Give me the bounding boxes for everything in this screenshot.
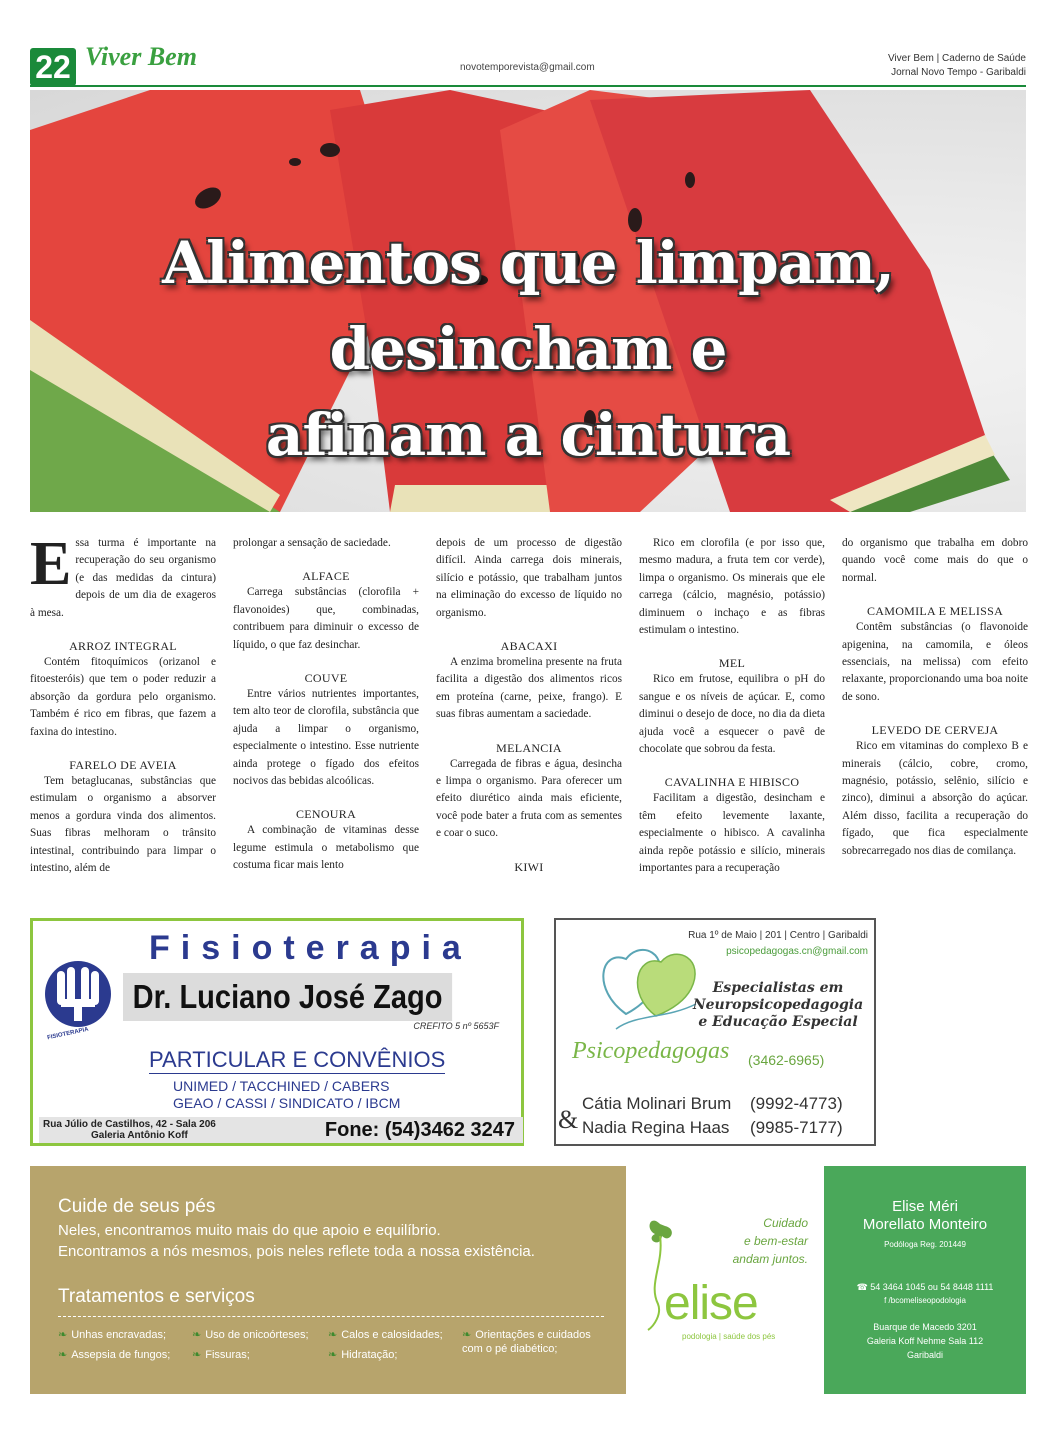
professional-phone-1: (9992-4773) — [750, 1094, 843, 1113]
professional-name-1: Cátia Molinari Brum — [582, 1094, 732, 1113]
column-2 — [233, 535, 419, 875]
slogan-line-2: e bem-estar — [743, 1234, 808, 1248]
address-line-2: Galeria Koff Nehme Sala 112 — [866, 1336, 984, 1346]
subhead-camomila: CAMOMILA E MELISSA — [866, 604, 1004, 619]
drop-cap: E — [30, 530, 72, 598]
paragraph-cavalinha: Facilitam a digestão, desincham e têm efeito levemente laxante, especialmente o hibisco. A cavalinha ainda repõe potássio e silício, minerais importantes para a recuperação — [639, 792, 825, 875]
subhead-couve: COUVE — [304, 671, 348, 686]
page-number: 22 — [30, 48, 76, 86]
paragraph-cenoura: A combinação de vitaminas desse legume estimula o metabolismo que costuma ficar mais lento — [233, 824, 419, 872]
brand-wordmark: elise — [664, 1277, 758, 1330]
phone-number: Fone: (54)3462 3247 — [324, 1119, 515, 1141]
subhead-cavalinha: CAVALINHA E HIBISCO — [664, 775, 800, 790]
subhead-mel: MEL — [718, 656, 746, 671]
convenios-line-1: UNIMED / TACCHINED / CABERS — [173, 1078, 390, 1094]
fisioterapia-logo-icon — [43, 959, 113, 1029]
slogan-line-3: andam juntos. — [732, 1252, 808, 1266]
subhead-abacaxi: ABACAXI — [500, 639, 558, 654]
newspaper-name: Jornal Novo Tempo - Garibaldi — [891, 67, 1026, 78]
brand-subtitle: podologia | saúde dos pés — [682, 1332, 776, 1341]
email: psicopedagogas.cn@gmail.com — [726, 946, 868, 957]
subhead-levedo: LEVEDO DE CERVEJA — [871, 723, 999, 738]
service-item: ❧ Orientações e cuidados com o pé diabético; — [462, 1328, 612, 1356]
service-item: ❧ Fissuras; — [192, 1348, 250, 1362]
panel-title: Cuide de seus pés — [58, 1196, 216, 1217]
facebook-handle: f /bcomeliseopodologia — [884, 1296, 966, 1305]
header-rule — [30, 85, 1026, 87]
article-body — [30, 530, 1030, 905]
hero-image — [30, 90, 1026, 512]
slogan-line-1: Cuidado — [763, 1216, 808, 1230]
paragraph-melancia: Carregada de fibras e água, desincha e limpa o organismo. Para oferecer um efeito diurético ainda mais eficiente, você pode bater a fruta com as sementes e coar o suco. — [436, 757, 622, 840]
services-panel — [30, 1166, 626, 1394]
crefito-number: CREFITO 5 nº 5653F — [413, 1021, 499, 1031]
logo-text: Viver Bem — [85, 42, 197, 71]
service-item: ❧ Hidratação; — [328, 1348, 397, 1362]
service-item: ❧ Calos e calosidades; — [328, 1328, 443, 1342]
logo-caption: FISIOTERAPIA — [46, 1026, 90, 1042]
convenios-line-2: GEAO / CASSI / SINDICATO / IBCM — [173, 1095, 401, 1111]
paragraph-continued: depois de um processo de digestão difícil. Ainda carrega dois minerais, silício e potássio, que trabalham juntos na eliminação do excesso de líquido no organismo. — [436, 537, 622, 619]
ampersand: & — [558, 1105, 579, 1134]
section-name: Viver Bem | Caderno de Saúde — [887, 53, 1026, 64]
paragraph-mel: Rico em frutose, equilibra o pH do sangue e os níveis de açúcar. E, como diminui o desejo de doce, no dia da dieta ajuda você a esquecer o pavê de chocolate que sobrou da festa. — [639, 673, 825, 756]
ad-title: Fisioterapia — [149, 929, 472, 967]
address-line-3: Garibaldi — [906, 1350, 944, 1360]
subhead-kiwi: KIWI — [514, 859, 544, 874]
service-item: ❧ Uso de onicoórteses; — [192, 1328, 309, 1342]
headline-line-2: afinam a cintura — [265, 401, 791, 469]
professional-name-2: Nadia Regina Haas — [582, 1118, 730, 1137]
registration: Podóloga Reg. 201449 — [884, 1240, 966, 1249]
specialty: Especialistas em Neuropsicopedagogia e Educação Especial — [692, 980, 864, 1030]
panel-line-1: Neles, encontramos muito mais do que apoio e equilíbrio. — [58, 1222, 441, 1239]
intro-paragraph: ssa turma é importante na recuperação do seu organismo (e das medidas da cintura) depois de um dia de exageros à mesa. — [30, 537, 216, 619]
address-line-2: Galeria Antônio Koff — [91, 1130, 188, 1141]
paragraph-continued: prolongar a sensação de saciedade. — [233, 537, 391, 549]
address: Rua 1º de Maio | 201 | Centro | Garibaldi — [688, 930, 868, 941]
paragraph-kiwi: Rico em clorofila (e por isso que, mesmo madura, a fruta tem cor verde), limpa o organismo. Os minerais que ele carrega (cálcio, magnésio, potássio) diminuem o inchaço e as fibras estimulam o intestino. — [639, 537, 825, 637]
paragraph-arroz: Contém fitoquímicos (orizanol e fitoesteróis) que tem o poder reduzir a absorção da gordura pelo organismo. Também é rico em fibras, que fazem a faxina do intestino. — [30, 656, 216, 738]
column-3 — [436, 535, 622, 875]
subhead-arroz: ARROZ INTEGRAL — [69, 639, 177, 654]
page-header — [0, 0, 1058, 90]
elise-brand-panel — [626, 1166, 824, 1394]
column-5 — [842, 535, 1028, 860]
doctor-name: Dr. Luciano José Zago — [123, 973, 452, 1021]
address-bar — [39, 1117, 523, 1143]
headline-line-1: Alimentos que limpam, desincham e — [162, 229, 894, 383]
slogan — [733, 1214, 808, 1268]
paragraph-levedo: Rico em vitaminas do complexo B e minerais (cálcio, cobre, cromo, magnésio, potássio, selênio, silício e zinco), diminui a absorção do açúcar. Além disso, facilita a recuperação do fígado, que fica especialmente sobrecarregado nos dias de comilança. — [842, 740, 1028, 857]
service-item: ❧ Unhas encravadas; — [58, 1328, 166, 1342]
ad-psicopedagogas — [554, 918, 876, 1146]
address-line-1: Rua Júlio de Castilhos, 42 - Sala 206 — [43, 1119, 216, 1130]
services-title: Tratamentos e serviços — [58, 1286, 255, 1307]
paragraph-abacaxi: A enzima bromelina presente na fruta facilita a digestão dos alimentos ricos em proteína (carne, peixe, frango). E suas fibras aumentam a saciedade. — [436, 656, 622, 721]
paragraph-couve: Entre vários nutrientes importantes, tem alto teor de clorofila, substância que ajuda a limpar o organismo, especialmente o intestino. Esse nutriente ainda protege o fígado dos efeitos nocivos das bebidas alcoólicas. — [233, 688, 419, 788]
contact-panel — [824, 1166, 1026, 1394]
paragraph-continued: do organismo que trabalha em dobro quando você come mais do que o normal. — [842, 537, 1028, 584]
address-line-1: Buarque de Macedo 3201 — [873, 1322, 977, 1332]
header-right — [888, 52, 1026, 80]
professional-name-line-1: Elise Méri — [892, 1198, 958, 1215]
subhead-cenoura: CENOURA — [295, 807, 357, 822]
particular-convenios: PARTICULAR E CONVÊNIOS — [149, 1047, 446, 1072]
column-1 — [30, 530, 216, 878]
phone-numbers: ☎ 54 3464 1045 ou 54 8448 1111 — [856, 1282, 994, 1292]
professional-name-line-2: Morellato Monteiro — [862, 1216, 988, 1233]
column-4 — [639, 535, 825, 878]
paragraph-camomila: Contêm substâncias (o flavonoide apigenina, na camomila, e óleos essenciais, na melissa) com efeito relaxante, proporcionando uma boa noite de sono. — [842, 621, 1028, 703]
brand-name: Psicopedagogas — [572, 1038, 730, 1064]
section-logo — [85, 42, 197, 72]
article-headline — [30, 220, 1026, 478]
subhead-alface: ALFACE — [302, 569, 350, 584]
subhead-farelo: FARELO DE AVEIA — [69, 758, 177, 773]
divider — [58, 1316, 604, 1317]
brand-phone: (3462-6965) — [748, 1052, 825, 1068]
paragraph-farelo: Tem betaglucanas, substâncias que estimulam o organismo a absorver menos a gordura vinda dos alimentos. Suas fibras melhoram o trânsito intestinal, contribuindo para limpar o intestino, além de — [30, 775, 216, 875]
service-item: ❧ Assepsia de fungos; — [58, 1348, 170, 1362]
ad-elise-podologia — [30, 1166, 1026, 1394]
contact-email: novotemporevista@gmail.com — [460, 62, 595, 73]
panel-line-2: Encontramos a nós mesmos, pois neles reflete toda a nossa existência. — [58, 1243, 535, 1260]
paragraph-alface: Carrega substâncias (clorofila + flavonoides) que, combinadas, contribuem para diminuir o excesso de líquido, o que faz desinchar. — [233, 586, 419, 651]
subhead-melancia: MELANCIA — [496, 740, 562, 755]
ad-fisioterapia — [30, 918, 524, 1146]
professional-phone-2: (9985-7177) — [750, 1118, 843, 1137]
